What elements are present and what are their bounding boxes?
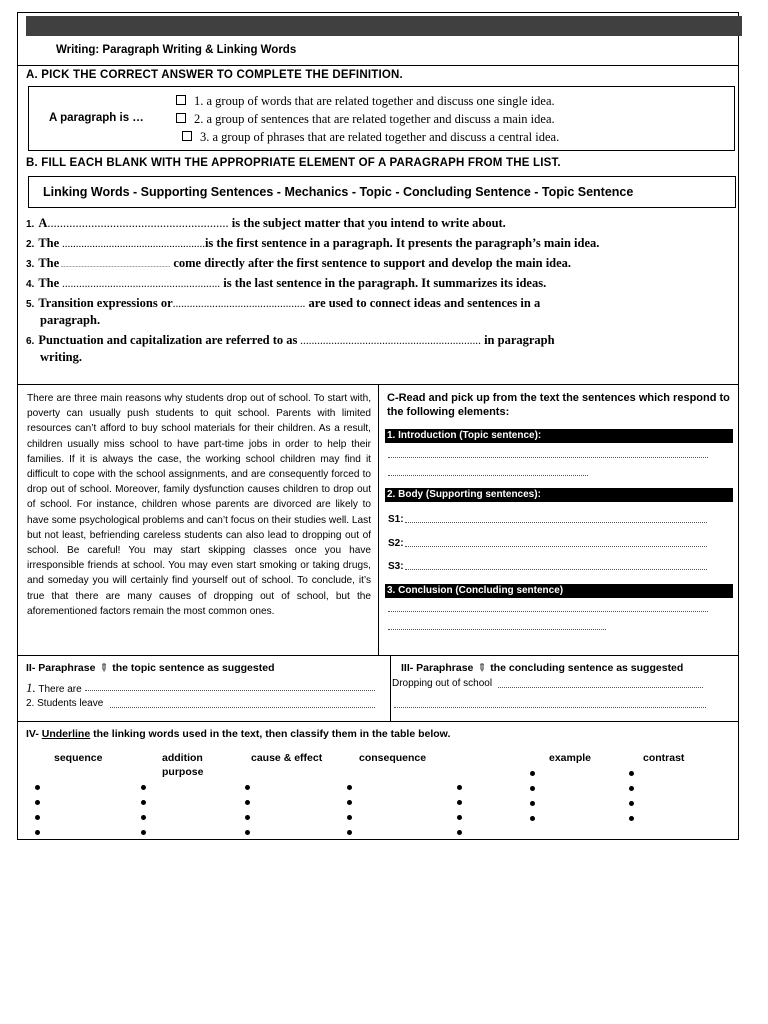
header-bar: [26, 16, 742, 36]
column-contrast: contrast: [643, 752, 685, 764]
bullet-point: [629, 771, 634, 776]
bullet-point: [457, 785, 462, 790]
answer-line[interactable]: [388, 611, 708, 612]
bullet-point: [530, 816, 535, 821]
bullet-point: [629, 816, 634, 821]
bullet-point: [245, 830, 250, 835]
fill-item-6-cont: writing.: [40, 350, 83, 364]
option-1[interactable]: 1. a group of words that are related together and discuss one single idea.: [176, 94, 555, 109]
blank[interactable]: .........................................................................: [59, 263, 171, 269]
fill-item-5-cont: paragraph.: [40, 313, 101, 327]
paragraph-prompt: A paragraph is …: [49, 112, 144, 124]
section-b-heading: B. FILL EACH BLANK WITH THE APPROPRIATE ELEMENT OF A PARAGRAPH FROM THE LIST.: [26, 157, 561, 169]
column-consequence: consequence: [359, 752, 427, 764]
fill-item-2: 2. The ....................................................is the first sentence in a paragraph. It presents the paragraph’s main idea.: [26, 236, 600, 250]
fill-item-6: 6. Punctuation and capitalization are referred to as ................................................................ in paragraph: [26, 333, 555, 347]
bullet-point: [141, 785, 146, 790]
divider: [17, 721, 739, 722]
bullet-point: [141, 800, 146, 805]
bullet-point: [347, 815, 352, 820]
answer-line[interactable]: [85, 690, 375, 691]
bullet-point: [347, 830, 352, 835]
bullet-point: [245, 800, 250, 805]
column-example: example: [549, 752, 592, 764]
pencil-icon: ✎: [96, 660, 112, 676]
paraphrase-line-2: 2. Students leave: [26, 698, 104, 709]
checkbox-icon[interactable]: [182, 131, 192, 141]
bullet-point: [457, 815, 462, 820]
checkbox-icon[interactable]: [176, 113, 186, 123]
reading-passage: There are three main reasons why students drop out of school. To start with, poverty can usually push students to quit school. Parents with limited resources can’t afford to buy school materials for their children. As a result, children usually miss school to have part-time jobs in order to help their families. If it is always the case, the working school children may find it difficult to cope with the school assignments, and are consequently forced to drop out of school. Moreover, family dysfunction causes children to drop out of school. For instance, children whose parents are divorced are likely to have some psychological problems and can’t focus on their studies well. Last but not least, befriending careless students can also lead to dropping out of school. Be careful! You may start skipping classes once you have irresponsible friends at school. You may even start smoking or taking drugs, and someday you will certainly find yourself out of school. To conclude, it’s true that there are many causes of dropping out of school, but the aforementioned factors remain the most common ones.: [27, 393, 371, 617]
checkbox-icon[interactable]: [176, 95, 186, 105]
bullet-point: [141, 815, 146, 820]
answer-line[interactable]: [498, 687, 703, 688]
worksheet-title: Writing: Paragraph Writing & Linking Words: [56, 44, 297, 56]
answer-line[interactable]: [110, 707, 375, 708]
bullet-point: [347, 785, 352, 790]
s2-label: S2:: [388, 538, 404, 549]
column-divider: [390, 655, 391, 721]
section-3-heading: III- Paraphrase✎the concluding sentence as suggested: [401, 660, 684, 676]
answer-line[interactable]: [394, 707, 706, 708]
fill-item-5: 5. Transition expressions or............................................... are used to connect ideas and sentences in a: [26, 296, 541, 310]
pencil-icon: ✎: [474, 660, 490, 676]
s3-label: S3:: [388, 561, 404, 572]
divider: [17, 655, 739, 656]
option-2[interactable]: 2. a group of sentences that are related together and discuss a main idea.: [176, 112, 555, 127]
answer-line[interactable]: [388, 629, 606, 630]
fill-item-1: 1. A.......................................................... is the subject matter that you intend to write about.: [26, 216, 506, 230]
bullet-point: [530, 801, 535, 806]
bullet-point: [530, 771, 535, 776]
blank[interactable]: ........................................................: [59, 278, 221, 290]
bullet-point: [245, 815, 250, 820]
blank[interactable]: ....................................................: [59, 238, 205, 250]
bullet-point: [35, 785, 40, 790]
section-a-heading: A. PICK THE CORRECT ANSWER TO COMPLETE THE DEFINITION.: [26, 69, 403, 81]
column-cause-effect: cause & effect: [251, 752, 323, 764]
bullet-point: [141, 830, 146, 835]
column-addition: addition: [162, 752, 203, 764]
answer-line[interactable]: [405, 546, 707, 547]
answer-line[interactable]: [405, 569, 707, 570]
paraphrase-line-1: 1. There are: [26, 680, 82, 695]
bullet-point: [245, 785, 250, 790]
bullet-point: [530, 786, 535, 791]
answer-line[interactable]: [388, 475, 588, 476]
bullet-point: [347, 800, 352, 805]
column-divider: [378, 384, 379, 655]
word-list: Linking Words - Supporting Sentences - Mechanics - Topic - Concluding Sentence - Topic Sentence: [43, 185, 634, 199]
section-4-heading: IV- Underline the linking words used in the text, then classify them in the table below.: [26, 728, 451, 740]
answer-line[interactable]: [388, 457, 708, 458]
bullet-point: [35, 800, 40, 805]
column-sequence: sequence: [54, 752, 103, 764]
blank[interactable]: ...............................................: [172, 298, 306, 310]
blank[interactable]: ................................................................: [297, 335, 481, 347]
conclusion-bar: 3. Conclusion (Concluding sentence): [385, 584, 733, 598]
introduction-bar: 1. Introduction (Topic sentence):: [385, 429, 733, 443]
paraphrase-line-3: Dropping out of school: [392, 678, 493, 689]
body-bar: 2. Body (Supporting sentences):: [385, 488, 733, 502]
section-2-heading: II- Paraphrase✎the topic sentence as suggested: [26, 660, 275, 676]
column-purpose: purpose: [162, 766, 204, 778]
bullet-point: [629, 801, 634, 806]
fill-item-3: 3. The ......................................................................... come directly after the first sentence to support and develop the main idea.: [26, 256, 572, 270]
divider: [17, 65, 739, 66]
bullet-point: [35, 830, 40, 835]
blank[interactable]: ..........................................................: [47, 216, 229, 230]
bullet-point: [629, 786, 634, 791]
fill-item-4: 4. The ........................................................ is the last sentence in the paragraph. It summarizes its ideas.: [26, 276, 547, 290]
s1-label: S1:: [388, 514, 404, 525]
answer-line[interactable]: [405, 522, 707, 523]
bullet-point: [35, 815, 40, 820]
bullet-point: [457, 800, 462, 805]
bullet-point: [457, 830, 462, 835]
section-c-heading: C-Read and pick up from the text the sentences which respond to the following elements:: [387, 392, 730, 418]
option-3[interactable]: 3. a group of phrases that are related together and discuss a central idea.: [182, 130, 559, 145]
